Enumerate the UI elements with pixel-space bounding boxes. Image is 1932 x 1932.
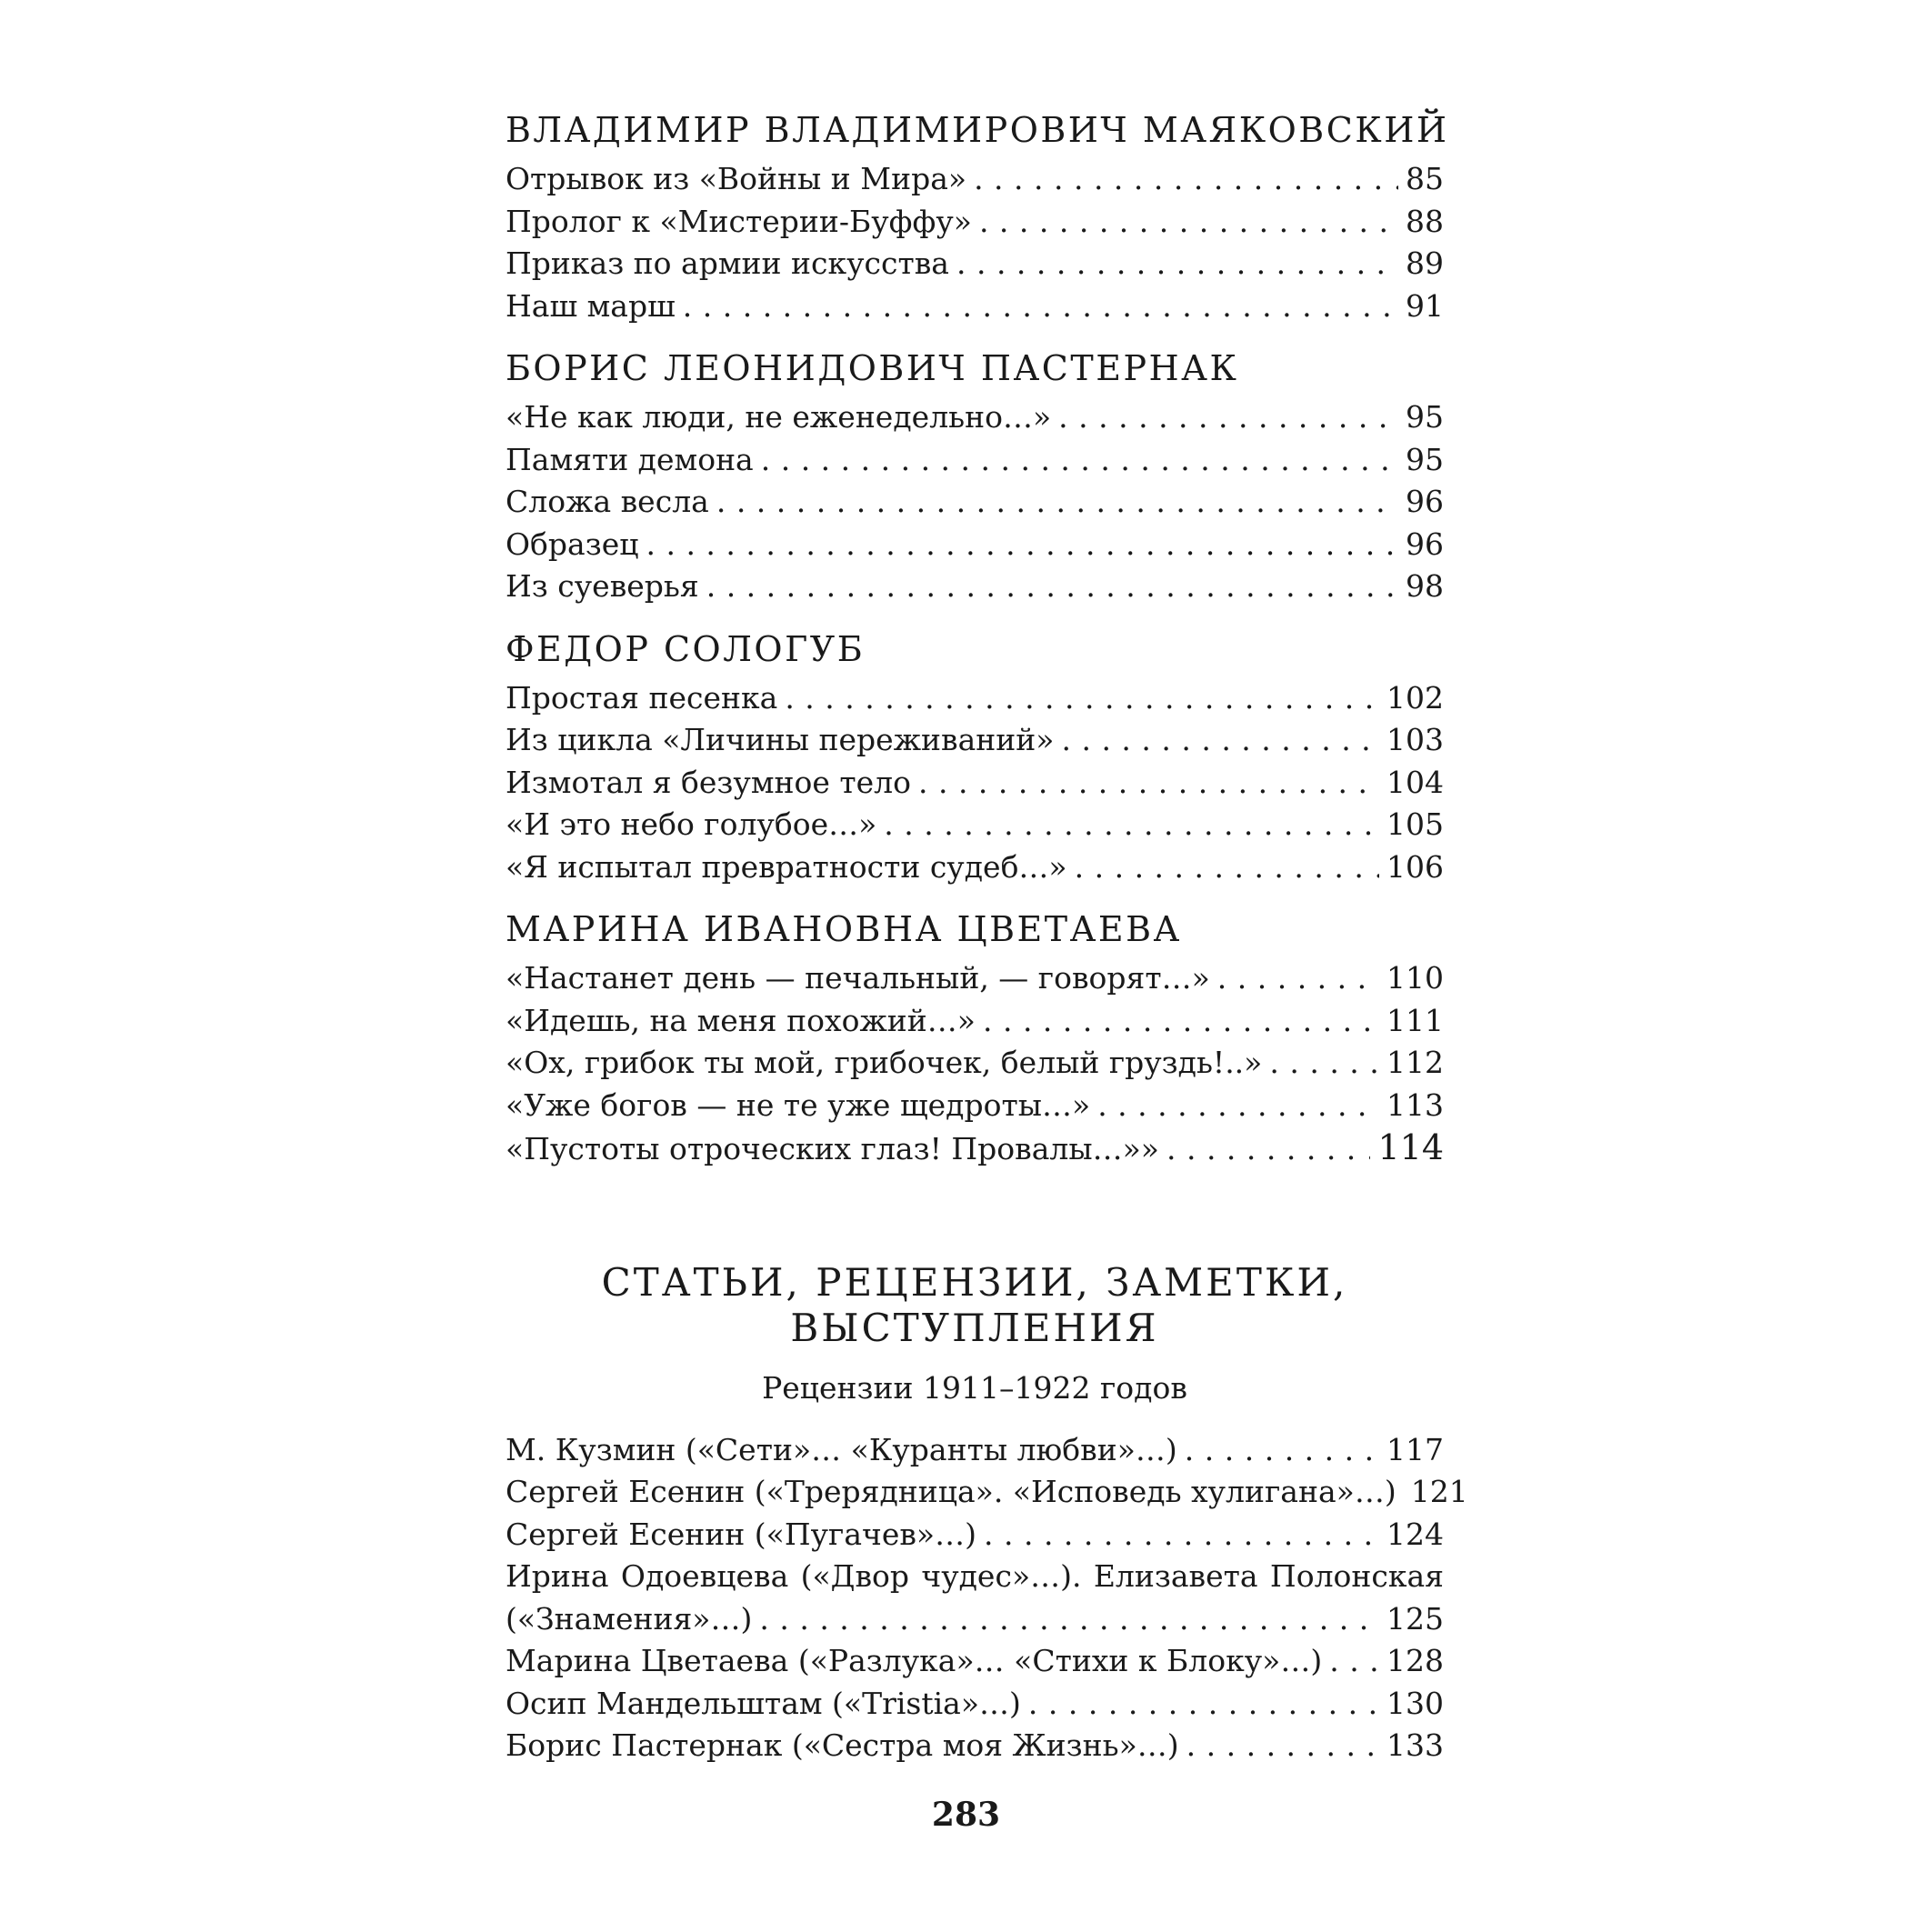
section-gap (506, 327, 1444, 345)
dot-leader (706, 566, 1398, 608)
toc-entry[interactable] (506, 804, 1444, 846)
entry-title: Приказ по армии искусства (506, 245, 949, 281)
table-of-contents (506, 107, 1468, 1767)
entry-page: 96 (1406, 484, 1444, 519)
author-heading: БОРИС ЛЕОНИДОВИЧ ПАСТЕРНАК (506, 348, 1239, 388)
entry-page: 104 (1386, 764, 1444, 800)
dot-leader (984, 1514, 1379, 1557)
dot-leader (884, 804, 1379, 846)
toc-entry[interactable] (506, 439, 1444, 482)
entry-title: «Ох, грибок ты мой, грибочек, белый груздь!..» (506, 1045, 1263, 1080)
dot-leader (1166, 1128, 1370, 1171)
entry-title: «Пустоты отроческих глаз! Провалы…»» (506, 1131, 1159, 1166)
entry-page: 112 (1386, 1045, 1444, 1080)
toc-entry-continuation[interactable] (506, 1598, 1444, 1641)
entry-title-line-2: («Знамения»…) (506, 1600, 753, 1637)
toc-entry[interactable] (506, 957, 1444, 1000)
dot-leader (683, 285, 1398, 328)
entry-title: «Я испытал превратности судеб…» (506, 848, 1067, 885)
toc-entry[interactable] (506, 1085, 1444, 1127)
dot-leader (918, 762, 1379, 805)
entry-page: 105 (1386, 806, 1444, 842)
dot-leader (1217, 957, 1379, 1000)
section-gap (506, 888, 1444, 906)
toc-entry[interactable] (506, 1725, 1444, 1767)
entry-title-line-1: Ирина Одоевцева («Двор чудес»…). Елизавета Полонская (506, 1558, 1444, 1594)
entry-page: 98 (1406, 568, 1444, 604)
section-gap (506, 608, 1444, 626)
toc-entry[interactable] (506, 158, 1444, 201)
entry-page: 130 (1386, 1685, 1444, 1721)
entry-title: Памяти демона (506, 441, 754, 477)
toc-entry[interactable] (506, 677, 1444, 720)
entry-page: 133 (1386, 1727, 1444, 1763)
entry-page: 113 (1386, 1086, 1444, 1123)
toc-entry[interactable] (506, 524, 1444, 566)
entry-page: 117 (1386, 1431, 1444, 1467)
toc-entry[interactable] (506, 1429, 1444, 1472)
entry-page: 89 (1406, 245, 1444, 281)
toc-entry[interactable] (506, 1126, 1444, 1169)
entry-title: Образец (506, 526, 639, 562)
entry-title: Сложа весла (506, 484, 709, 519)
entry-title: Сергей Есенин («Трерядница». «Исповедь хулигана»…) (506, 1474, 1396, 1509)
entry-page: 103 (1386, 722, 1444, 757)
entry-title: Борис Пастернак («Сестра моя Жизнь»…) (506, 1727, 1179, 1763)
dot-leader (1097, 1085, 1379, 1127)
dot-leader (785, 677, 1379, 720)
page-number: 283 (931, 1796, 1001, 1834)
author-heading: МАРИНА ИВАНОВНА ЦВЕТАЕВА (506, 909, 1182, 949)
dot-leader (1185, 1429, 1379, 1472)
entry-page: 124 (1386, 1516, 1444, 1552)
dot-leader (974, 158, 1398, 201)
entry-title: Измотал я безумное тело (506, 764, 911, 800)
entry-page: 96 (1406, 526, 1444, 562)
dot-leader (1058, 396, 1398, 439)
dot-leader (1075, 846, 1379, 889)
entry-page: 95 (1406, 441, 1444, 477)
dot-leader (1186, 1725, 1379, 1767)
entry-title: Сергей Есенин («Пугачев»…) (506, 1516, 976, 1552)
part-title-line-2: ВЫСТУПЛЕНИЯ (790, 1305, 1159, 1350)
toc-entry[interactable] (506, 201, 1444, 244)
entry-title: «Идешь, на меня похожий…» (506, 1002, 976, 1038)
entry-page: 121 (1410, 1474, 1468, 1509)
entry-title: М. Кузмин («Сети»… «Куранты любви»…) (506, 1431, 1177, 1467)
toc-entry[interactable] (506, 719, 1444, 762)
entry-title: Наш марш (506, 287, 676, 324)
entry-page: 91 (1406, 287, 1444, 324)
dot-leader (716, 481, 1398, 524)
toc-entry[interactable] (506, 1042, 1444, 1085)
entry-page: 128 (1386, 1643, 1444, 1678)
dot-leader (1028, 1683, 1379, 1726)
entry-title: Марина Цветаева («Разлука»… «Стихи к Блоку»…) (506, 1643, 1323, 1678)
toc-entry[interactable] (506, 396, 1444, 439)
toc-entry[interactable] (506, 243, 1444, 285)
toc-entry[interactable] (506, 1000, 1444, 1043)
entry-page: 125 (1386, 1600, 1444, 1637)
entry-page: 110 (1386, 960, 1444, 996)
entry-title: Простая песенка (506, 679, 778, 716)
part-gap (506, 1169, 1444, 1260)
dot-leader (761, 439, 1398, 482)
dot-leader (1061, 719, 1379, 762)
toc-entry[interactable] (506, 762, 1444, 805)
toc-entry[interactable] (506, 1683, 1444, 1726)
entry-page: 106 (1386, 848, 1444, 885)
entry-title: «Уже богов — не те уже щедроты…» (506, 1086, 1091, 1123)
entry-title: «Настанет день — печальный, — говорят…» (506, 960, 1210, 996)
dot-leader (956, 243, 1398, 285)
dot-leader (1329, 1640, 1379, 1683)
entry-title: «Не как люди, не еженедельно…» (506, 399, 1052, 435)
toc-entry[interactable] (506, 1471, 1468, 1514)
toc-entry-multiline[interactable] (506, 1556, 1444, 1598)
entry-page: 102 (1386, 679, 1444, 716)
entry-title: Из суеверья (506, 568, 699, 604)
entry-title: Осип Мандельштам («Tristia»…) (506, 1685, 1021, 1721)
author-heading: ФЕДОР СОЛОГУБ (506, 628, 866, 669)
dot-leader (983, 1000, 1379, 1043)
dot-leader (759, 1598, 1379, 1641)
entry-page: 111 (1386, 1002, 1444, 1038)
author-heading: ВЛАДИМИР ВЛАДИМИРОВИЧ МАЯКОВСКИЙ (506, 110, 1449, 150)
toc-entry[interactable] (506, 481, 1444, 524)
toc-entry[interactable] (506, 1640, 1444, 1683)
entry-page: 88 (1406, 203, 1444, 239)
toc-entry[interactable] (506, 566, 1444, 608)
dot-leader (646, 524, 1398, 566)
dot-leader (979, 201, 1398, 244)
entry-page: 95 (1406, 399, 1444, 435)
part-title-line-1: СТАТЬИ, РЕЦЕНЗИИ, ЗАМЕТКИ, (601, 1259, 1348, 1305)
entry-page: 85 (1406, 161, 1444, 196)
toc-entry[interactable] (506, 285, 1444, 328)
entry-title: Из цикла «Личины переживаний» (506, 722, 1055, 757)
entry-page: 114 (1377, 1127, 1444, 1167)
entry-title: Отрывок из «Войны и Мира» (506, 161, 967, 196)
entry-title: Пролог к «Мистерии-Буффу» (506, 203, 972, 239)
dot-leader (1269, 1042, 1379, 1085)
part-subtitle: Рецензии 1911–1922 годов (762, 1369, 1187, 1406)
toc-entry[interactable] (506, 1514, 1444, 1557)
toc-entry[interactable] (506, 846, 1444, 889)
entry-title: «И это небо голубое…» (506, 806, 877, 842)
